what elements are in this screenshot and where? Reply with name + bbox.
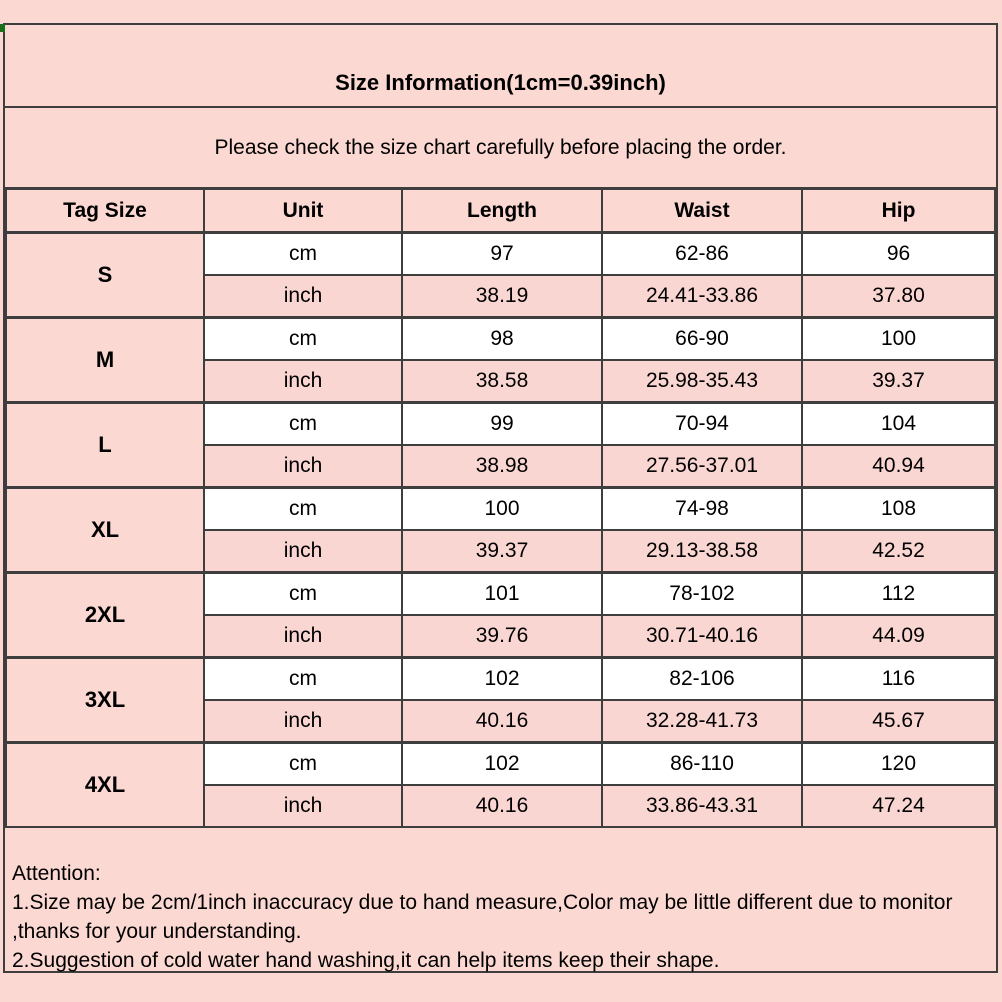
length-cell: 38.58 bbox=[402, 360, 602, 403]
attention-line: 2.Suggestion of cold water hand washing,it can help items keep their shape. bbox=[12, 949, 720, 972]
hip-cell: 108 bbox=[802, 488, 995, 531]
length-cell: 38.19 bbox=[402, 275, 602, 318]
title-row bbox=[5, 25, 996, 108]
hip-cell: 40.94 bbox=[802, 445, 995, 488]
waist-cell: 74-98 bbox=[602, 488, 802, 531]
length-cell: 102 bbox=[402, 743, 602, 786]
size-cell-3xl: 3XL bbox=[6, 658, 204, 743]
waist-cell: 25.98-35.43 bbox=[602, 360, 802, 403]
attention-line: 1.Size may be 2cm/1inch inaccuracy due to hand measure,Color may be little different due to monitor bbox=[12, 891, 953, 914]
unit-cell: inch bbox=[204, 360, 402, 403]
unit-cell: cm bbox=[204, 743, 402, 786]
unit-cell: cm bbox=[204, 658, 402, 701]
hip-cell: 47.24 bbox=[802, 785, 995, 827]
size-cell-l: L bbox=[6, 403, 204, 488]
waist-cell: 70-94 bbox=[602, 403, 802, 446]
hip-cell: 42.52 bbox=[802, 530, 995, 573]
waist-cell: 29.13-38.58 bbox=[602, 530, 802, 573]
hip-cell: 116 bbox=[802, 658, 995, 701]
table-row bbox=[6, 233, 995, 276]
waist-cell: 82-106 bbox=[602, 658, 802, 701]
col-header-unit: Unit bbox=[204, 189, 402, 233]
length-cell: 102 bbox=[402, 658, 602, 701]
size-cell-xl: XL bbox=[6, 488, 204, 573]
waist-cell: 62-86 bbox=[602, 233, 802, 276]
table-header-row bbox=[6, 189, 995, 233]
col-header-waist: Waist bbox=[602, 189, 802, 233]
attention-section bbox=[5, 828, 996, 975]
hip-cell: 120 bbox=[802, 743, 995, 786]
length-cell: 100 bbox=[402, 488, 602, 531]
note-row bbox=[5, 108, 996, 187]
waist-cell: 66-90 bbox=[602, 318, 802, 361]
size-cell-4xl: 4XL bbox=[6, 743, 204, 828]
unit-cell: cm bbox=[204, 233, 402, 276]
waist-cell: 32.28-41.73 bbox=[602, 700, 802, 743]
length-cell: 40.16 bbox=[402, 700, 602, 743]
size-chart-panel bbox=[3, 23, 998, 973]
waist-cell: 27.56-37.01 bbox=[602, 445, 802, 488]
unit-cell: cm bbox=[204, 573, 402, 616]
unit-cell: inch bbox=[204, 785, 402, 827]
length-cell: 99 bbox=[402, 403, 602, 446]
size-table bbox=[5, 187, 996, 828]
note-text: Please check the size chart carefully before placing the order. bbox=[214, 135, 787, 159]
attention-heading: Attention: bbox=[12, 862, 101, 885]
unit-cell: cm bbox=[204, 318, 402, 361]
length-cell: 101 bbox=[402, 573, 602, 616]
hip-cell: 100 bbox=[802, 318, 995, 361]
hip-cell: 39.37 bbox=[802, 360, 995, 403]
waist-cell: 30.71-40.16 bbox=[602, 615, 802, 658]
table-row bbox=[6, 573, 995, 616]
waist-cell: 33.86-43.31 bbox=[602, 785, 802, 827]
col-header-hip: Hip bbox=[802, 189, 995, 233]
waist-cell: 86-110 bbox=[602, 743, 802, 786]
hip-cell: 96 bbox=[802, 233, 995, 276]
table-row bbox=[6, 488, 995, 531]
table-row bbox=[6, 403, 995, 446]
page-title: Size Information(1cm=0.39inch) bbox=[335, 70, 666, 95]
length-cell: 97 bbox=[402, 233, 602, 276]
size-cell-2xl: 2XL bbox=[6, 573, 204, 658]
table-row bbox=[6, 318, 995, 361]
hip-cell: 104 bbox=[802, 403, 995, 446]
hip-cell: 112 bbox=[802, 573, 995, 616]
length-cell: 40.16 bbox=[402, 785, 602, 827]
waist-cell: 24.41-33.86 bbox=[602, 275, 802, 318]
table-row bbox=[6, 743, 995, 786]
table-row bbox=[6, 658, 995, 701]
size-cell-s: S bbox=[6, 233, 204, 318]
corner-artifact bbox=[0, 24, 5, 32]
length-cell: 39.76 bbox=[402, 615, 602, 658]
col-header-tag-size: Tag Size bbox=[6, 189, 204, 233]
col-header-length: Length bbox=[402, 189, 602, 233]
unit-cell: inch bbox=[204, 275, 402, 318]
unit-cell: cm bbox=[204, 403, 402, 446]
length-cell: 98 bbox=[402, 318, 602, 361]
length-cell: 38.98 bbox=[402, 445, 602, 488]
unit-cell: inch bbox=[204, 530, 402, 573]
attention-line: ,thanks for your understanding. bbox=[12, 920, 302, 943]
waist-cell: 78-102 bbox=[602, 573, 802, 616]
unit-cell: cm bbox=[204, 488, 402, 531]
unit-cell: inch bbox=[204, 700, 402, 743]
size-cell-m: M bbox=[6, 318, 204, 403]
unit-cell: inch bbox=[204, 445, 402, 488]
unit-cell: inch bbox=[204, 615, 402, 658]
hip-cell: 45.67 bbox=[802, 700, 995, 743]
length-cell: 39.37 bbox=[402, 530, 602, 573]
hip-cell: 44.09 bbox=[802, 615, 995, 658]
hip-cell: 37.80 bbox=[802, 275, 995, 318]
